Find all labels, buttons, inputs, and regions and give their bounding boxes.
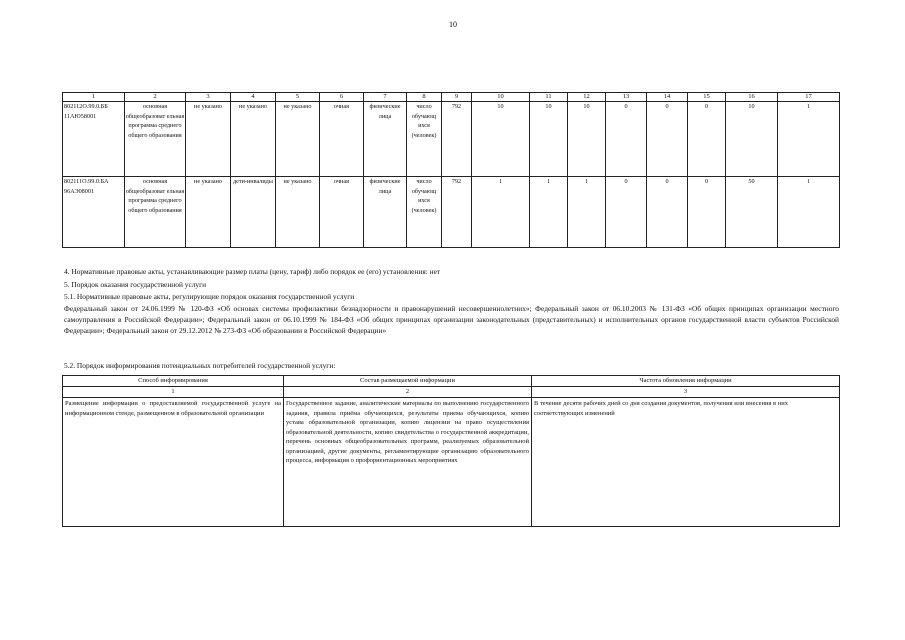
table-cell: не указано	[231, 102, 276, 177]
table-cell: 10	[530, 102, 568, 177]
column-number: 17	[778, 93, 840, 102]
page-number: 10	[449, 20, 457, 29]
table-cell: 0	[688, 177, 726, 248]
table-cell: 10	[472, 102, 530, 177]
table-header-row	[63, 376, 840, 387]
indicators-table	[62, 92, 840, 248]
column-number: 10	[472, 93, 530, 102]
table-header-row	[63, 93, 840, 102]
column-number: 2	[125, 93, 186, 102]
unit-code: 792	[442, 102, 472, 177]
table-cell: 0	[647, 177, 688, 248]
table-cell: 0	[688, 102, 726, 177]
column-number: 12	[568, 93, 606, 102]
table-cell: 1	[778, 177, 840, 248]
section-5-2-heading: 5.2. Порядок информирования потенциальных потребителей государственной услуги:	[64, 361, 336, 370]
table-row	[63, 398, 840, 527]
section-4-text: 4. Нормативные правовые акты, устанавливающие размер платы (цену, тариф) либо порядок ее (его) установления: нет	[64, 267, 441, 276]
informing-method: Размещение информации о предоставляемой государственной услуге на информационном стенде, размещенном в образовательной организации	[63, 398, 284, 527]
table-cell: не указано	[186, 102, 231, 177]
table-cell: дети-инвалиды	[231, 177, 276, 248]
consumer-category: физические лица	[364, 102, 407, 177]
table-row	[63, 177, 840, 248]
column-number: 15	[688, 93, 726, 102]
column-number-row	[63, 387, 840, 398]
table-cell: 1	[530, 177, 568, 248]
column-number: 2	[284, 387, 532, 398]
laws-text: Федеральный закон от 24.06.1999 № 120-ФЗ «Об основах системы профилактики безнадзорности и правонарушений несовершеннолетних»; Федеральный закон от 06.10.2003 № 131-ФЗ «Об общих принципах организации местного самоуправления в Российской Федерации»; Федеральный закон от 06.10.1999 № 184-ФЗ «Об общих принципах организации законодательных (представительных) и исполнительных органов государственной власти субъектов Российской Федерации»; Федеральный закон от 29.12.2012 № 273-ФЗ «Об образовании в Российской Федерации»	[64, 304, 839, 335]
column-number: 8	[407, 93, 442, 102]
column-header: Состав размещаемой информации	[284, 376, 532, 387]
table-cell: 0	[647, 102, 688, 177]
column-number: 16	[726, 93, 778, 102]
table-cell: 50	[726, 177, 778, 248]
study-form: очная	[320, 177, 364, 248]
column-number: 6	[320, 93, 364, 102]
table-cell: не указано	[186, 177, 231, 248]
column-number: 1	[63, 93, 125, 102]
column-number: 7	[364, 93, 407, 102]
table-row	[63, 102, 840, 177]
column-number: 3	[532, 387, 840, 398]
column-number: 11	[530, 93, 568, 102]
indicator-name: число обучающ ихся (человек)	[407, 102, 442, 177]
column-number: 9	[442, 93, 472, 102]
table-cell: 10	[726, 102, 778, 177]
column-number: 13	[606, 93, 647, 102]
informing-table	[62, 375, 840, 527]
table-cell: 1	[472, 177, 530, 248]
update-frequency: В течение десяти рабочих дней со дня создания документов, получения или внесения в них соответствующих изменений	[532, 398, 840, 527]
column-number: 1	[63, 387, 284, 398]
column-header: Способ информирования	[63, 376, 284, 387]
column-header: Частота обновления информации	[532, 376, 840, 387]
table-cell: не указано	[276, 102, 320, 177]
column-number: 14	[647, 93, 688, 102]
table-cell: 0	[606, 177, 647, 248]
table-cell: 10	[568, 102, 606, 177]
column-number: 3	[186, 93, 231, 102]
study-form: очная	[320, 102, 364, 177]
program-name: основная общеобразоват ельная программа среднего общего образования	[125, 177, 186, 248]
section-5-heading: 5. Порядок оказания государственной услуги	[64, 280, 207, 289]
unit-code: 792	[442, 177, 472, 248]
table-cell: 1	[778, 102, 840, 177]
section-5-1-heading: 5.1. Нормативные правовые акты, регулирующие порядок оказания государственной услуги	[64, 292, 355, 301]
table-cell: не указано	[276, 177, 320, 248]
table-cell: 1	[568, 177, 606, 248]
column-number: 5	[276, 93, 320, 102]
table-cell: 0	[606, 102, 647, 177]
program-name: основная общеобразоват ельная программа среднего общего образования	[125, 102, 186, 177]
consumer-category: физические лица	[364, 177, 407, 248]
column-number: 4	[231, 93, 276, 102]
indicator-name: число обучающ ихся (человек)	[407, 177, 442, 248]
information-content: Государственное задание, аналитические материалы по выполнению государственного задания, правила приёма обучающихся, результаты приема обучающихся, копию устава образовательной организации, копию лицензии на право осуществления образовательной деятельности, копию свидетельства о государственной аккредитации, перечень основных общеобразовательных программ, реализуемых образовательной организацией, другие документы, регламентирующие организацию образовательного процесса, информация о профориентационных мероприятиях	[284, 398, 532, 527]
registry-code: 802111О.99.0.БА 96АЭ08001	[63, 177, 125, 248]
registry-code: 802112О.99.0.ББ 11АЮ58001	[63, 102, 125, 177]
